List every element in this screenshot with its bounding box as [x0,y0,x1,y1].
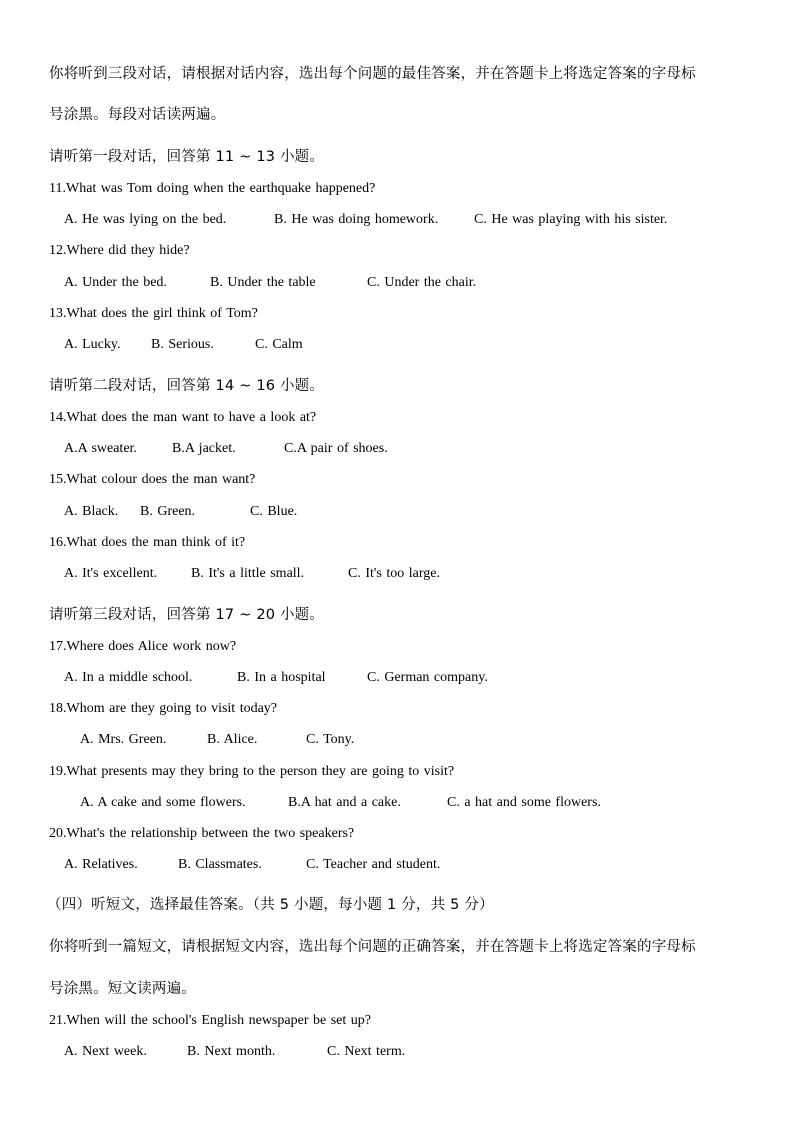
question-14: 14.What does the man want to have a look at? [49,410,317,425]
option-a: A.A sweater. [64,441,137,456]
option-c: C. Under the chair. [367,275,477,290]
option-a: A. Lucky. [64,337,121,352]
option-c: C. Calm [255,337,303,352]
option-b: B. Alice. [207,732,258,747]
option-c: C. a hat and some flowers. [447,795,601,810]
option-b: B. He was doing homework. [274,212,439,227]
option-c: C. Blue. [250,504,298,519]
option-b: B. Green. [140,504,196,519]
option-a: A. Mrs. Green. [80,732,167,747]
option-a: A. He was lying on the bed. [64,212,227,227]
option-a: A. Relatives. [64,857,138,872]
section-4-instruction-line-2: 号涂黑。短文读两遍。 [49,981,196,997]
option-b: B. Classmates. [178,857,262,872]
question-15: 15.What colour does the man want? [49,472,256,487]
option-a: A. Black. [64,504,119,519]
option-c: C. Tony. [306,732,355,747]
question-19: 19.What presents may they bring to the person they are going to visit? [49,764,455,779]
instruction-line-2: 号涂黑。每段对话读两遍。 [49,107,226,123]
option-b: B. Next month. [187,1044,276,1059]
option-c: C. German company. [367,670,488,685]
dialogue-1-heading: 请听第一段对话，回答第 11 ~ 13 小题。 [49,149,325,165]
question-21: 21.When will the school's English newspaper be set up? [49,1013,371,1028]
question-13: 13.What does the girl think of Tom? [49,306,258,321]
dialogue-3-heading: 请听第三段对话，回答第 17 ~ 20 小题。 [49,607,325,623]
option-b: B.A jacket. [172,441,236,456]
option-c: C. He was playing with his sister. [474,212,668,227]
option-c: C. Teacher and student. [306,857,441,872]
option-c: C.A pair of shoes. [284,441,388,456]
instruction-line-1: 你将听到三段对话，请根据对话内容，选出每个问题的最佳答案，并在答题卡上将选定答案的字母标 [49,66,696,82]
section-4-instruction-line-1: 你将听到一篇短文，请根据短文内容，选出每个问题的正确答案，并在答题卡上将选定答案的字母标 [49,939,696,955]
question-18: 18.Whom are they going to visit today? [49,701,278,716]
option-b: B. Serious. [151,337,214,352]
question-20: 20.What's the relationship between the two speakers? [49,826,355,841]
option-b: B. Under the table [210,275,316,290]
option-c: C. It's too large. [348,566,440,581]
option-a: A. Under the bed. [64,275,167,290]
option-a: A. It's excellent. [64,566,158,581]
dialogue-2-heading: 请听第二段对话，回答第 14 ~ 16 小题。 [49,378,325,394]
option-a: A. In a middle school. [64,670,193,685]
question-12: 12.Where did they hide? [49,243,190,258]
section-4-heading: （四）听短文，选择最佳答案。（共 5 小题，每小题 1 分，共 5 分） [47,897,494,913]
option-a: A. Next week. [64,1044,147,1059]
option-b: B.A hat and a cake. [288,795,401,810]
question-16: 16.What does the man think of it? [49,535,246,550]
option-c: C. Next term. [327,1044,406,1059]
option-b: B. It's a little small. [191,566,305,581]
question-17: 17.Where does Alice work now? [49,639,237,654]
question-11: 11.What was Tom doing when the earthquake happened? [49,181,376,196]
option-a: A. A cake and some flowers. [80,795,246,810]
option-b: B. In a hospital [237,670,326,685]
